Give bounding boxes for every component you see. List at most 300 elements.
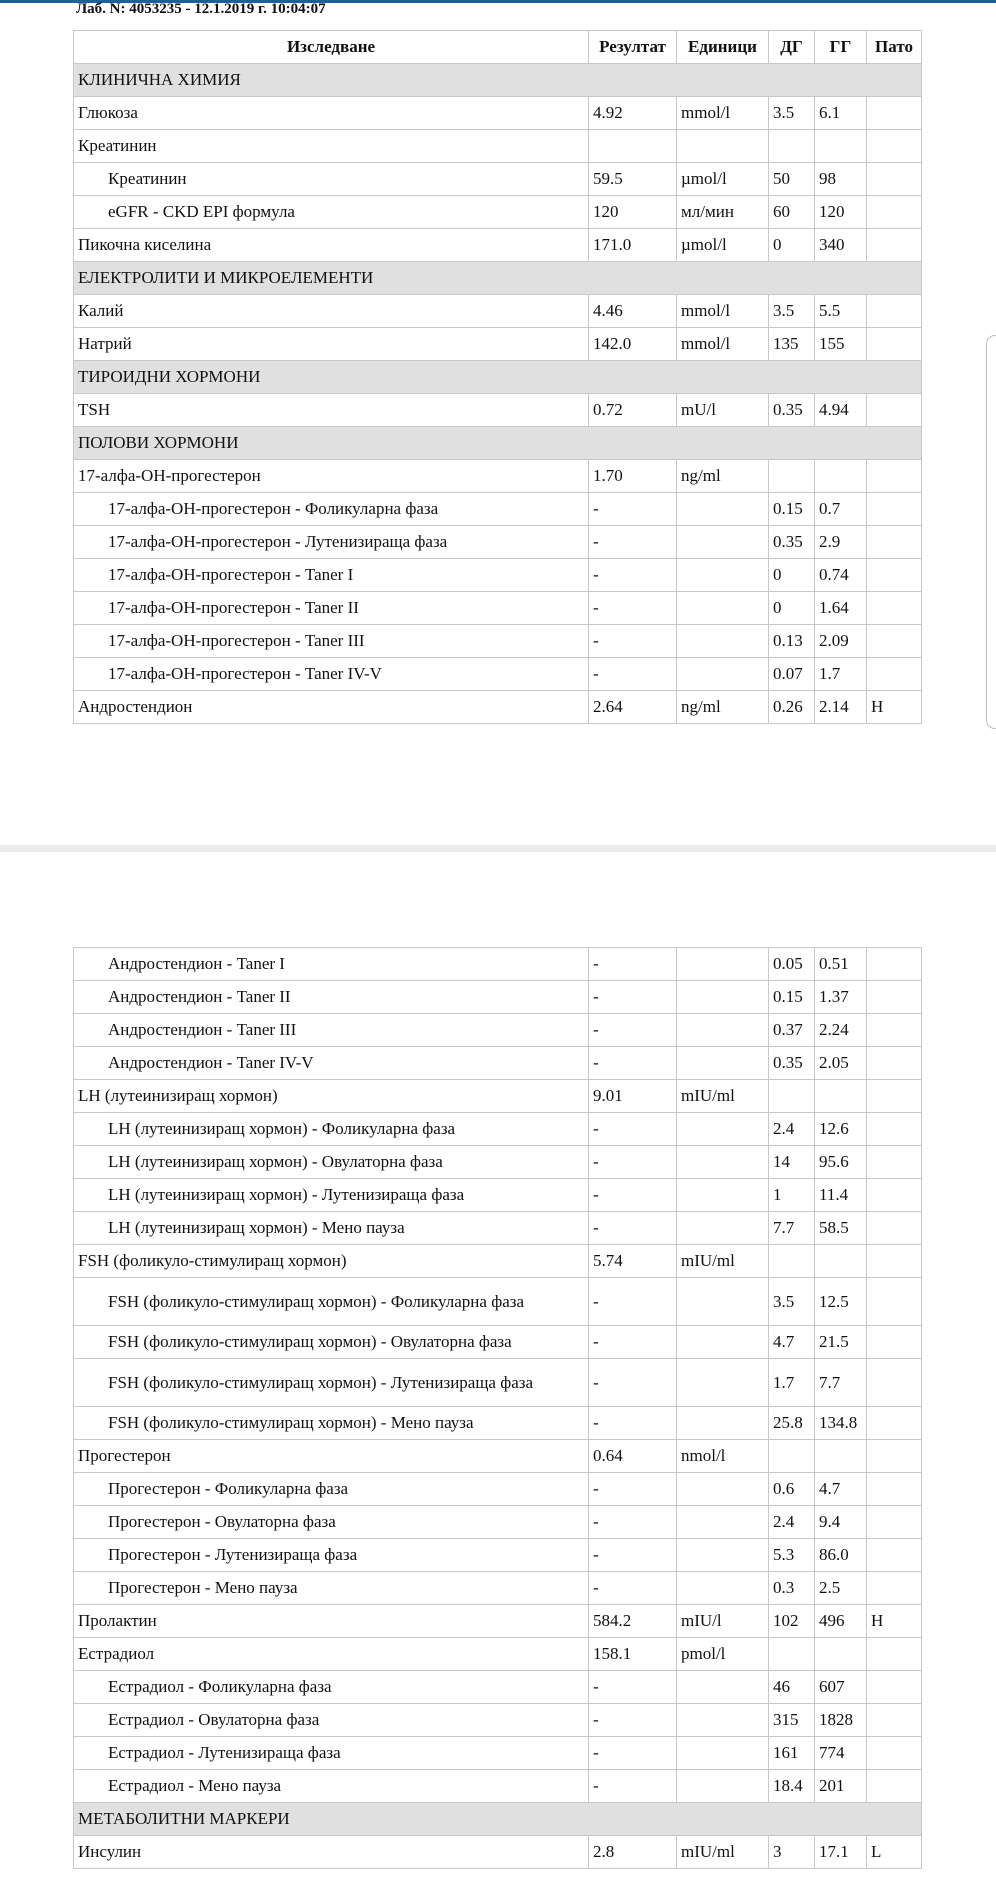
table-row [74,1671,922,1704]
section-title: ТИРОИДНИ ХОРМОНИ [74,361,922,394]
low-limit-cell: 0.35 [769,1047,815,1080]
unit-cell [677,981,769,1014]
flag-cell [867,1671,922,1704]
low-limit-cell: 0.15 [769,493,815,526]
table-row [74,1737,922,1770]
table-row [74,1359,922,1407]
table-row [74,97,922,130]
unit-cell [677,1572,769,1605]
high-limit-cell: 1.7 [815,658,867,691]
result-cell: - [589,1179,677,1212]
test-name-cell: FSH (фоликуло-стимулиращ хормон) - Мено пауза [74,1407,589,1440]
section-title: ЕЛЕКТРОЛИТИ И МИКРОЕЛЕМЕНТИ [74,262,922,295]
high-limit-cell: 21.5 [815,1326,867,1359]
high-limit-cell: 4.7 [815,1473,867,1506]
unit-cell [677,1407,769,1440]
test-name-cell: LH (лутеинизиращ хормон) - Мено пауза [74,1212,589,1245]
table-row [74,1605,922,1638]
high-limit-cell: 0.74 [815,559,867,592]
result-cell: 4.92 [589,97,677,130]
col-header-test: Изследване [74,31,589,64]
test-name-cell: Андростендион [74,691,589,724]
high-limit-cell: 2.24 [815,1014,867,1047]
results-table-page-1 [73,30,922,724]
low-limit-cell: 25.8 [769,1407,815,1440]
flag-cell [867,1245,922,1278]
section-row [74,1803,922,1836]
result-cell: - [589,1047,677,1080]
high-limit-cell: 2.14 [815,691,867,724]
high-limit-cell [815,130,867,163]
test-name-cell: Прогестерон - Мено пауза [74,1572,589,1605]
unit-cell: mmol/l [677,295,769,328]
table-row [74,1473,922,1506]
unit-cell [677,1704,769,1737]
high-limit-cell: 5.5 [815,295,867,328]
unit-cell [677,526,769,559]
unit-cell: mmol/l [677,97,769,130]
table-row [74,1047,922,1080]
flag-cell [867,328,922,361]
table-row [74,1638,922,1671]
section-row [74,361,922,394]
unit-cell [677,1212,769,1245]
flag-cell [867,1704,922,1737]
test-name-cell: Естрадиол - Лутенизираща фаза [74,1737,589,1770]
test-name-cell: eGFR - CKD EPI формула [74,196,589,229]
low-limit-cell: 14 [769,1146,815,1179]
low-limit-cell: 1 [769,1179,815,1212]
result-cell: 120 [589,196,677,229]
test-name-cell: LH (лутеинизиращ хормон) - Овулаторна фаза [74,1146,589,1179]
flag-cell [867,295,922,328]
high-limit-cell: 1.37 [815,981,867,1014]
table-row [74,394,922,427]
table-row [74,328,922,361]
result-cell: - [589,1671,677,1704]
flag-cell [867,493,922,526]
test-name-cell: Натрий [74,328,589,361]
unit-cell: mU/l [677,394,769,427]
flag-cell [867,130,922,163]
result-cell: - [589,1359,677,1407]
table-row [74,1179,922,1212]
table-header-row [74,31,922,64]
test-name-cell: Андростендион - Taner I [74,948,589,981]
flag-cell [867,1407,922,1440]
flag-cell [867,1146,922,1179]
col-header-result: Резултат [589,31,677,64]
result-cell: - [589,1539,677,1572]
test-name-cell: 17-алфа-OH-прогестерон - Taner I [74,559,589,592]
flag-cell [867,1278,922,1326]
high-limit-cell: 2.9 [815,526,867,559]
result-cell: - [589,1770,677,1803]
unit-cell: nmol/l [677,1440,769,1473]
flag-cell [867,1113,922,1146]
table-row [74,658,922,691]
high-limit-cell: 6.1 [815,97,867,130]
result-cell: - [589,1407,677,1440]
flag-cell [867,196,922,229]
col-header-high: ГГ [815,31,867,64]
high-limit-cell: 201 [815,1770,867,1803]
test-name-cell: Прогестерон - Лутенизираща фаза [74,1539,589,1572]
flag-cell: H [867,1605,922,1638]
result-cell: - [589,592,677,625]
low-limit-cell: 0.35 [769,526,815,559]
table-row [74,1704,922,1737]
result-cell: 4.46 [589,295,677,328]
result-cell: 142.0 [589,328,677,361]
test-name-cell: FSH (фоликуло-стимулиращ хормон) - Лутенизираща фаза [74,1359,589,1407]
unit-cell [677,1278,769,1326]
result-cell: - [589,526,677,559]
low-limit-cell: 0.05 [769,948,815,981]
table-row [74,1539,922,1572]
result-cell: - [589,981,677,1014]
low-limit-cell: 2.4 [769,1113,815,1146]
high-limit-cell: 1.64 [815,592,867,625]
table-row [74,229,922,262]
low-limit-cell: 0.13 [769,625,815,658]
unit-cell [677,625,769,658]
result-cell: - [589,1014,677,1047]
table-row [74,163,922,196]
unit-cell: µmol/l [677,229,769,262]
result-cell: - [589,1737,677,1770]
unit-cell: mIU/ml [677,1080,769,1113]
table-row [74,1506,922,1539]
high-limit-cell: 155 [815,328,867,361]
result-cell: - [589,493,677,526]
unit-cell [677,1047,769,1080]
high-limit-cell [815,1440,867,1473]
high-limit-cell: 0.7 [815,493,867,526]
high-limit-cell: 120 [815,196,867,229]
unit-cell: ng/ml [677,460,769,493]
result-cell: 2.8 [589,1836,677,1869]
result-cell: 1.70 [589,460,677,493]
low-limit-cell: 102 [769,1605,815,1638]
test-name-cell: Естрадиол - Фоликуларна фаза [74,1671,589,1704]
high-limit-cell: 11.4 [815,1179,867,1212]
flag-cell: H [867,691,922,724]
table-row [74,948,922,981]
low-limit-cell [769,460,815,493]
table-row [74,1014,922,1047]
table-row [74,625,922,658]
result-cell: - [589,1704,677,1737]
test-name-cell: Прогестерон [74,1440,589,1473]
table-row [74,526,922,559]
flag-cell [867,1179,922,1212]
low-limit-cell: 46 [769,1671,815,1704]
unit-cell [677,559,769,592]
low-limit-cell: 50 [769,163,815,196]
test-name-cell: 17-алфа-OH-прогестерон - Лутенизираща фаза [74,526,589,559]
test-name-cell: 17-алфа-OH-прогестерон - Taner IV-V [74,658,589,691]
table-row [74,493,922,526]
test-name-cell: Креатинин [74,130,589,163]
result-cell: 0.72 [589,394,677,427]
unit-cell [677,1671,769,1704]
unit-cell [677,1506,769,1539]
low-limit-cell: 315 [769,1704,815,1737]
result-cell: - [589,948,677,981]
unit-cell [677,592,769,625]
unit-cell [677,1326,769,1359]
flag-cell [867,1539,922,1572]
high-limit-cell [815,1638,867,1671]
table-row [74,1770,922,1803]
low-limit-cell: 135 [769,328,815,361]
table-row [74,1113,922,1146]
high-limit-cell: 1828 [815,1704,867,1737]
flag-cell [867,1506,922,1539]
test-name-cell: Пролактин [74,1605,589,1638]
test-name-cell: Инсулин [74,1836,589,1869]
unit-cell [677,1770,769,1803]
high-limit-cell: 58.5 [815,1212,867,1245]
low-limit-cell: 4.7 [769,1326,815,1359]
high-limit-cell: 2.05 [815,1047,867,1080]
flag-cell [867,559,922,592]
flag-cell [867,1473,922,1506]
unit-cell [677,493,769,526]
flag-cell [867,981,922,1014]
high-limit-cell: 340 [815,229,867,262]
test-name-cell: Прогестерон - Овулаторна фаза [74,1506,589,1539]
low-limit-cell: 3 [769,1836,815,1869]
test-name-cell: LH (лутеинизиращ хормон) - Лутенизираща фаза [74,1179,589,1212]
low-limit-cell: 0.15 [769,981,815,1014]
flag-cell [867,394,922,427]
test-name-cell: 17-алфа-OH-прогестерон - Taner III [74,625,589,658]
unit-cell [677,130,769,163]
low-limit-cell: 0.6 [769,1473,815,1506]
table-row [74,130,922,163]
result-cell: 158.1 [589,1638,677,1671]
unit-cell [677,1539,769,1572]
test-name-cell: Глюкоза [74,97,589,130]
table-row [74,196,922,229]
low-limit-cell: 5.3 [769,1539,815,1572]
result-cell [589,130,677,163]
high-limit-cell: 12.5 [815,1278,867,1326]
unit-cell [677,1473,769,1506]
flag-cell [867,948,922,981]
low-limit-cell: 0.26 [769,691,815,724]
test-name-cell: 17-алфа-OH-прогестерон - Taner II [74,592,589,625]
low-limit-cell [769,1245,815,1278]
unit-cell [677,948,769,981]
unit-cell: mIU/ml [677,1836,769,1869]
table-row [74,559,922,592]
unit-cell [677,1113,769,1146]
high-limit-cell: 95.6 [815,1146,867,1179]
test-name-cell: FSH (фоликуло-стимулиращ хормон) - Фоликуларна фаза [74,1278,589,1326]
result-cell: - [589,1506,677,1539]
high-limit-cell [815,460,867,493]
lab-number-header: Лаб. N: 4053235 - 12.1.2019 г. 10:04:07 [76,1,326,17]
result-cell: - [589,559,677,592]
high-limit-cell: 98 [815,163,867,196]
high-limit-cell: 7.7 [815,1359,867,1407]
section-title: ПОЛОВИ ХОРМОНИ [74,427,922,460]
flag-cell [867,1047,922,1080]
test-name-cell: Пикочна киселина [74,229,589,262]
test-name-cell: FSH (фоликуло-стимулиращ хормон) - Овулаторна фаза [74,1326,589,1359]
section-row [74,262,922,295]
table-row [74,295,922,328]
low-limit-cell: 0.07 [769,658,815,691]
result-cell: - [589,625,677,658]
flag-cell [867,526,922,559]
flag-cell [867,97,922,130]
low-limit-cell [769,1080,815,1113]
result-cell: - [589,1572,677,1605]
low-limit-cell [769,1440,815,1473]
high-limit-cell: 134.8 [815,1407,867,1440]
flag-cell [867,229,922,262]
test-name-cell: TSH [74,394,589,427]
table-row [74,1836,922,1869]
table-row [74,691,922,724]
high-limit-cell [815,1080,867,1113]
test-name-cell: Прогестерон - Фоликуларна фаза [74,1473,589,1506]
flag-cell [867,625,922,658]
unit-cell [677,1359,769,1407]
result-cell: 5.74 [589,1245,677,1278]
unit-cell [677,1737,769,1770]
flag-cell [867,1770,922,1803]
high-limit-cell [815,1245,867,1278]
high-limit-cell: 4.94 [815,394,867,427]
flag-cell [867,1737,922,1770]
high-limit-cell: 0.51 [815,948,867,981]
result-cell: - [589,1212,677,1245]
result-cell: 171.0 [589,229,677,262]
low-limit-cell: 161 [769,1737,815,1770]
result-cell: 59.5 [589,163,677,196]
low-limit-cell: 0.37 [769,1014,815,1047]
test-name-cell: Андростендион - Taner III [74,1014,589,1047]
table-row [74,1146,922,1179]
test-name-cell: LH (лутеинизиращ хормон) - Фоликуларна фаза [74,1113,589,1146]
unit-cell: pmol/l [677,1638,769,1671]
unit-cell [677,1146,769,1179]
result-cell: - [589,1113,677,1146]
result-cell: - [589,1146,677,1179]
test-name-cell: Креатинин [74,163,589,196]
col-header-flag: Пато [867,31,922,64]
flag-cell [867,1638,922,1671]
unit-cell [677,658,769,691]
test-name-cell: Естрадиол - Мено пауза [74,1770,589,1803]
table-row [74,460,922,493]
test-name-cell: LH (лутеинизиращ хормон) [74,1080,589,1113]
section-row [74,427,922,460]
high-limit-cell: 2.5 [815,1572,867,1605]
results-table-page-2 [73,947,922,1869]
flag-cell [867,1572,922,1605]
test-name-cell: 17-алфа-OH-прогестерон [74,460,589,493]
table-row [74,592,922,625]
table-row [74,1245,922,1278]
page-break [0,845,996,852]
scroll-indicator[interactable] [986,335,996,729]
unit-cell: мл/мин [677,196,769,229]
flag-cell [867,1212,922,1245]
unit-cell: µmol/l [677,163,769,196]
low-limit-cell [769,1638,815,1671]
unit-cell [677,1179,769,1212]
unit-cell: ng/ml [677,691,769,724]
low-limit-cell: 3.5 [769,295,815,328]
flag-cell [867,1440,922,1473]
table-row [74,1407,922,1440]
test-name-cell: FSH (фоликуло-стимулиращ хормон) [74,1245,589,1278]
low-limit-cell: 0.35 [769,394,815,427]
test-name-cell: Естрадиол [74,1638,589,1671]
low-limit-cell: 18.4 [769,1770,815,1803]
unit-cell: mmol/l [677,328,769,361]
low-limit-cell [769,130,815,163]
table-row [74,1212,922,1245]
flag-cell [867,460,922,493]
test-name-cell: Естрадиол - Овулаторна фаза [74,1704,589,1737]
flag-cell [867,1014,922,1047]
high-limit-cell: 607 [815,1671,867,1704]
col-header-low: ДГ [769,31,815,64]
result-cell: - [589,1473,677,1506]
high-limit-cell: 774 [815,1737,867,1770]
flag-cell [867,658,922,691]
result-cell: 584.2 [589,1605,677,1638]
result-cell: - [589,658,677,691]
result-cell: - [589,1278,677,1326]
low-limit-cell: 0.3 [769,1572,815,1605]
section-row [74,64,922,97]
flag-cell [867,592,922,625]
test-name-cell: Калий [74,295,589,328]
section-title: КЛИНИЧНА ХИМИЯ [74,64,922,97]
high-limit-cell: 86.0 [815,1539,867,1572]
unit-cell [677,1014,769,1047]
result-cell: - [589,1326,677,1359]
result-cell: 9.01 [589,1080,677,1113]
low-limit-cell: 0 [769,229,815,262]
col-header-units: Единици [677,31,769,64]
flag-cell [867,163,922,196]
high-limit-cell: 17.1 [815,1836,867,1869]
section-title: МЕТАБОЛИТНИ МАРКЕРИ [74,1803,922,1836]
table-row [74,981,922,1014]
unit-cell: mIU/l [677,1605,769,1638]
low-limit-cell: 2.4 [769,1506,815,1539]
result-cell: 0.64 [589,1440,677,1473]
test-name-cell: Андростендион - Taner II [74,981,589,1014]
low-limit-cell: 3.5 [769,97,815,130]
table-row [74,1080,922,1113]
low-limit-cell: 0 [769,592,815,625]
table-row [74,1278,922,1326]
flag-cell [867,1359,922,1407]
test-name-cell: 17-алфа-OH-прогестерон - Фоликуларна фаза [74,493,589,526]
flag-cell [867,1080,922,1113]
table-row [74,1572,922,1605]
